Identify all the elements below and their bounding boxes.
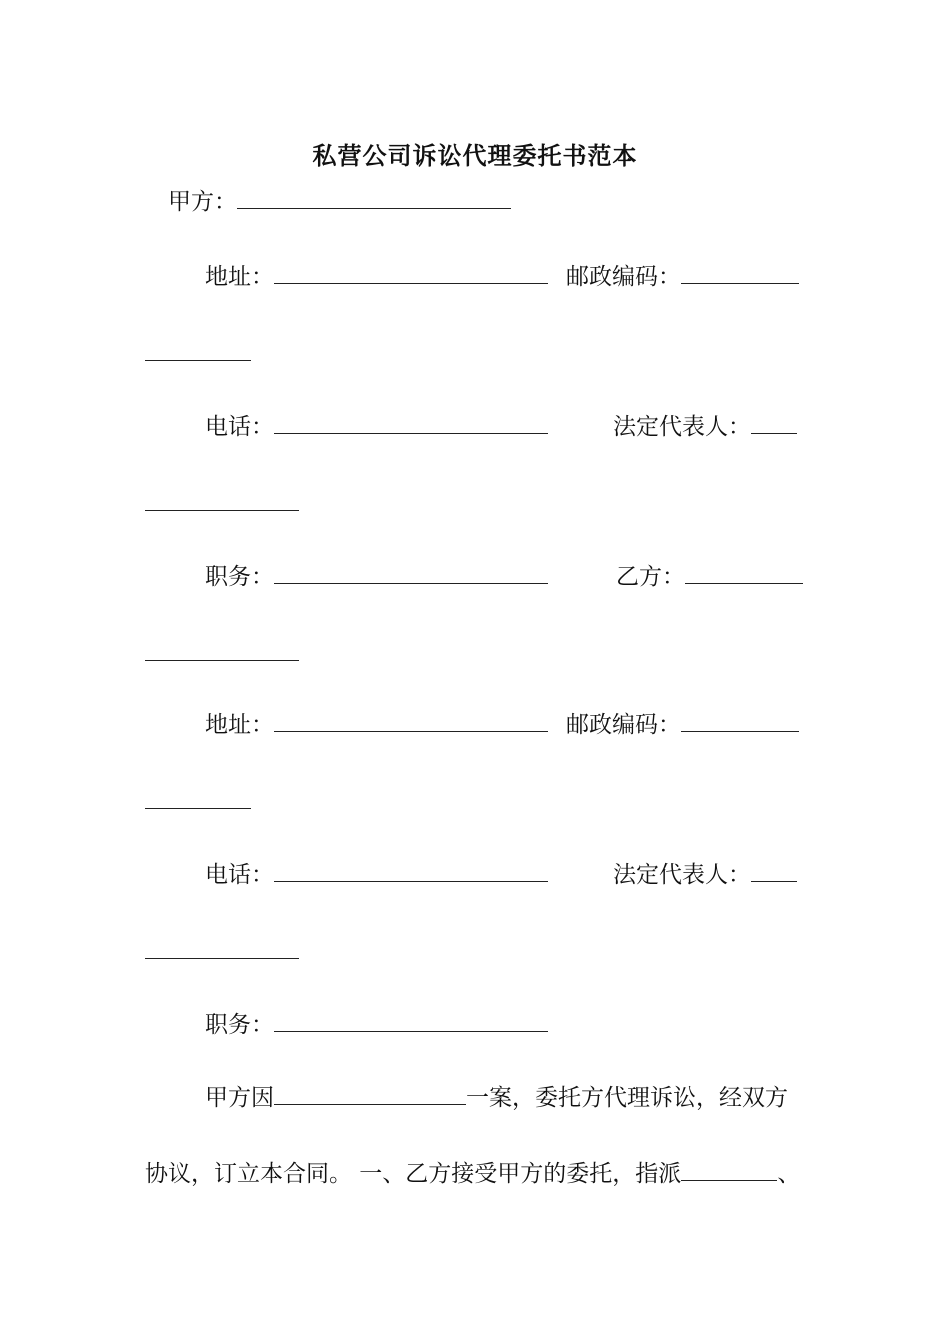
- party-a-label: 甲方：: [168, 189, 237, 215]
- party-b-postcode-blank-continued[interactable]: [145, 808, 251, 809]
- party-a-legal-rep-blank[interactable]: [751, 411, 797, 434]
- body-line1-start: 甲方因: [205, 1085, 274, 1111]
- party-b-postcode-label: 邮政编码：: [566, 712, 681, 738]
- party-b-line: [616, 561, 803, 592]
- body-line2-start: 协议，订立本合同。 一、乙方接受甲方的委托，指派: [145, 1161, 682, 1187]
- party-a-postcode-label: 邮政编码：: [566, 264, 681, 290]
- party-b-address-blank[interactable]: [274, 709, 548, 732]
- party-b-blank-continued[interactable]: [145, 660, 299, 661]
- party-a-phone-blank[interactable]: [274, 411, 548, 434]
- body-paragraph-line-1: [205, 1082, 788, 1113]
- party-a-postcode-line: [566, 261, 799, 292]
- party-b-legal-rep-line: [613, 859, 797, 890]
- body-line1-end: 一案，委托方代理诉讼，经双方: [466, 1085, 788, 1111]
- party-a-postcode-blank-continued[interactable]: [145, 360, 251, 361]
- party-a-address-line: [205, 261, 548, 292]
- party-b-postcode-blank[interactable]: [681, 709, 799, 732]
- body-line2-end: 、: [777, 1161, 801, 1187]
- party-b-blank[interactable]: [685, 561, 803, 584]
- party-a-postcode-blank[interactable]: [681, 261, 799, 284]
- party-b-legal-rep-blank-continued[interactable]: [145, 958, 299, 959]
- party-b-phone-blank[interactable]: [274, 859, 548, 882]
- party-a-phone-label: 电话：: [205, 414, 274, 440]
- party-a-line: [168, 186, 511, 217]
- body-paragraph-line-2: [145, 1158, 800, 1189]
- party-b-phone-line: [205, 859, 548, 890]
- party-a-address-label: 地址：: [205, 264, 274, 290]
- document-title: 私营公司诉讼代理委托书范本: [312, 141, 638, 170]
- case-name-blank[interactable]: [274, 1082, 466, 1105]
- party-b-position-line: [205, 1009, 548, 1040]
- party-b-postcode-line: [566, 709, 799, 740]
- party-a-position-line: [205, 561, 548, 592]
- party-b-position-blank[interactable]: [274, 1009, 548, 1032]
- party-a-position-label: 职务：: [205, 564, 274, 590]
- party-b-label: 乙方：: [616, 564, 685, 590]
- party-a-phone-line: [205, 411, 548, 442]
- appointee-blank[interactable]: [681, 1158, 777, 1181]
- party-b-address-line: [205, 709, 548, 740]
- party-b-legal-rep-label: 法定代表人：: [613, 862, 751, 888]
- party-a-address-blank[interactable]: [274, 261, 548, 284]
- party-b-address-label: 地址：: [205, 712, 274, 738]
- party-a-legal-rep-label: 法定代表人：: [613, 414, 751, 440]
- party-b-phone-label: 电话：: [205, 862, 274, 888]
- party-a-legal-rep-line: [613, 411, 797, 442]
- party-a-position-blank[interactable]: [274, 561, 548, 584]
- party-b-position-label: 职务：: [205, 1012, 274, 1038]
- party-a-blank[interactable]: [237, 186, 511, 209]
- party-b-legal-rep-blank[interactable]: [751, 859, 797, 882]
- party-a-legal-rep-blank-continued[interactable]: [145, 510, 299, 511]
